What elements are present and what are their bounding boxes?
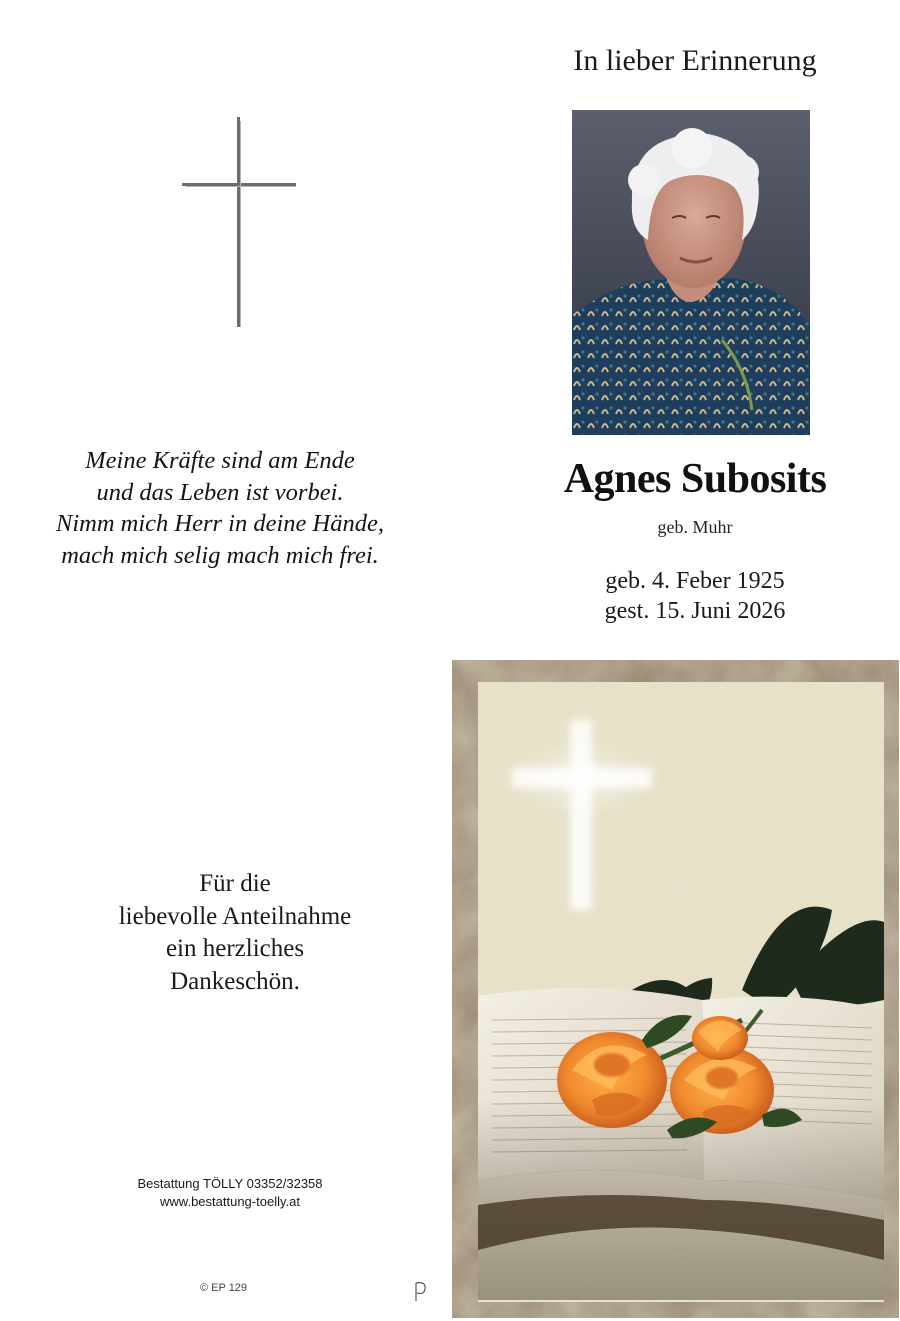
inner-left-panel [0, 0, 450, 655]
birth-date: geb. 4. Feber 1925 [605, 568, 785, 594]
thanks-line: ein herzliches [165, 935, 305, 962]
front-cover-panel [450, 655, 900, 1321]
thanks-message [0, 868, 470, 998]
inner-right-panel [450, 0, 900, 655]
poem-line: Nimm mich Herr in deine Hände, [56, 510, 384, 537]
undertaker-name-phone: Bestattung TÖLLY 03352/32358 [137, 1176, 323, 1191]
thanks-line: liebevolle Anteilnahme [118, 902, 352, 930]
birth-name: geb. Muhr [657, 517, 733, 537]
memorial-heading: In lieber Erinnerung [573, 44, 817, 77]
poem [20, 445, 420, 571]
handwritten-mark-icon [412, 1279, 430, 1303]
poem-line: mach mich selig mach mich frei. [61, 541, 379, 569]
deceased-name: Agnes Subosits [563, 456, 827, 502]
back-panel [0, 655, 450, 1321]
life-dates [490, 566, 900, 626]
product-code: © EP 129 [200, 1282, 248, 1294]
undertaker-info [20, 1175, 440, 1211]
death-date: gest. 15. Juni 2026 [604, 598, 786, 624]
portrait-photo [572, 110, 810, 435]
cross-icon [180, 115, 298, 330]
cover-artwork [452, 660, 899, 1318]
thanks-line: Dankeschön. [170, 967, 300, 995]
poem-line: Meine Kräfte sind am Ende [85, 447, 355, 474]
poem-line: und das Leben ist vorbei. [96, 478, 344, 506]
thanks-line: Für die [199, 870, 271, 897]
undertaker-website: www.bestattung-toelly.at [160, 1194, 300, 1209]
